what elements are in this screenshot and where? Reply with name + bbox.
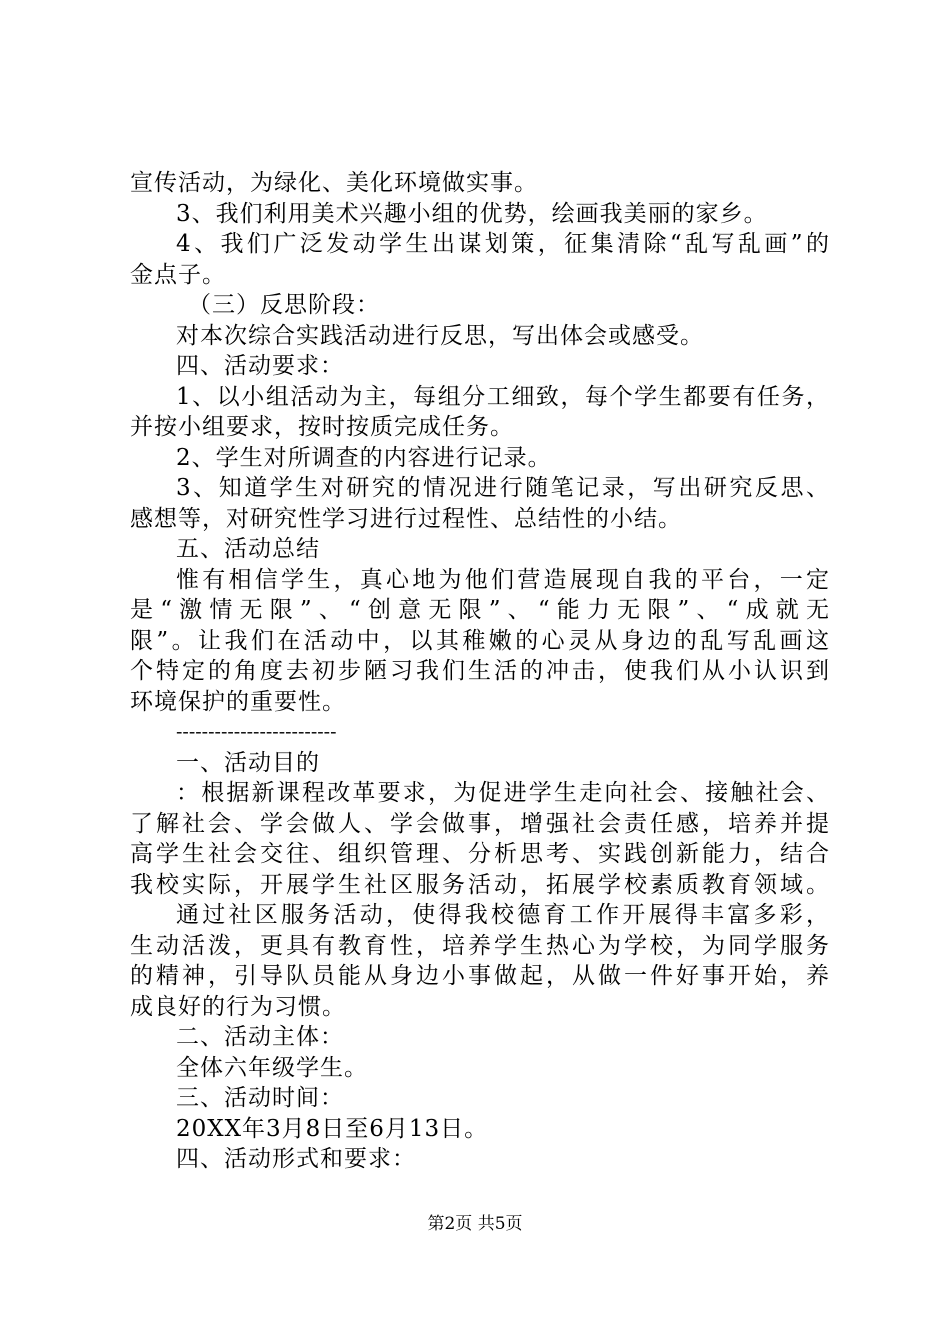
text-line: 20XX年3月8日至6月13日。 xyxy=(176,1115,489,1142)
text-line: 环境保护的重要性。 xyxy=(130,688,346,715)
text-line: 限”。让我们在活动中，以其稚嫩的心灵从身边的乱写乱画这 xyxy=(130,627,830,654)
text-line: 生动活泼，更具有教育性，培养学生热心为学校，为同学服务 xyxy=(130,932,830,959)
section-heading: 四、活动形式和要求： xyxy=(176,1146,416,1172)
text-line: 并按小组要求，按时按质完成任务。 xyxy=(130,414,514,440)
text-line: 4、我们广泛发动学生出谋划策，征集清除“乱写乱画”的 xyxy=(176,231,830,257)
text-line: 感想等，对研究性学习进行过程性、总结性的小结。 xyxy=(130,505,682,532)
section-heading: 五、活动总结 xyxy=(176,536,320,562)
section-heading: 四、活动要求： xyxy=(176,353,344,379)
text-line: ：根据新课程改革要求，为促进学生走向社会、接触社会、 xyxy=(176,780,830,806)
text-line: 了解社会、学会做人、学会做事，增强社会责任感，培养并提 xyxy=(130,810,830,837)
text-line: 的精神，引导队员能从身边小事做起，从做一件好事开始，养 xyxy=(130,963,830,989)
text-line: 全体六年级学生。 xyxy=(176,1054,368,1081)
section-heading: 一、活动目的 xyxy=(176,749,320,776)
text-line: 成良好的行为习惯。 xyxy=(130,993,346,1020)
text-line: 对本次综合实践活动进行反思，写出体会或感受。 xyxy=(176,322,704,349)
text-line: 3、知道学生对研究的情况进行随笔记录，写出研究反思、 xyxy=(176,475,830,501)
document-body xyxy=(130,168,830,1175)
text-line: 惟有相信学生，真心地为他们营造展现自我的平台，一定 xyxy=(176,566,830,593)
text-line: 高学生社会交往、组织管理、分析思考、实践创新能力，结合 xyxy=(130,841,830,867)
text-line: 个特定的角度去初步陋习我们生活的冲击，使我们从小认识到 xyxy=(130,658,830,684)
separator-line: ------------------------- xyxy=(176,721,337,743)
section-heading: 三、活动时间： xyxy=(176,1085,344,1111)
text-line: 是“激情无限”、“创意无限”、“能力无限”、“成就无 xyxy=(130,597,830,623)
text-line: 金点子。 xyxy=(130,261,226,288)
section-heading: 二、活动主体： xyxy=(176,1024,344,1050)
text-line: 通过社区服务活动，使得我校德育工作开展得丰富多彩， xyxy=(176,902,830,928)
text-line: 2、学生对所调查的内容进行记录。 xyxy=(176,444,552,471)
text-line: 3、我们利用美术兴趣小组的优势，绘画我美丽的家乡。 xyxy=(176,200,768,227)
text-line: 宣传活动，为绿化、美化环境做实事。 xyxy=(130,170,538,196)
text-line: 我校实际，开展学生社区服务活动，拓展学校素质教育领域。 xyxy=(130,871,830,898)
section-heading: （三）反思阶段： xyxy=(188,292,380,318)
text-line: 1、以小组活动为主，每组分工细致，每个学生都要有任务， xyxy=(176,383,830,410)
page-footer: 第2页 共5页 xyxy=(427,1214,523,1234)
